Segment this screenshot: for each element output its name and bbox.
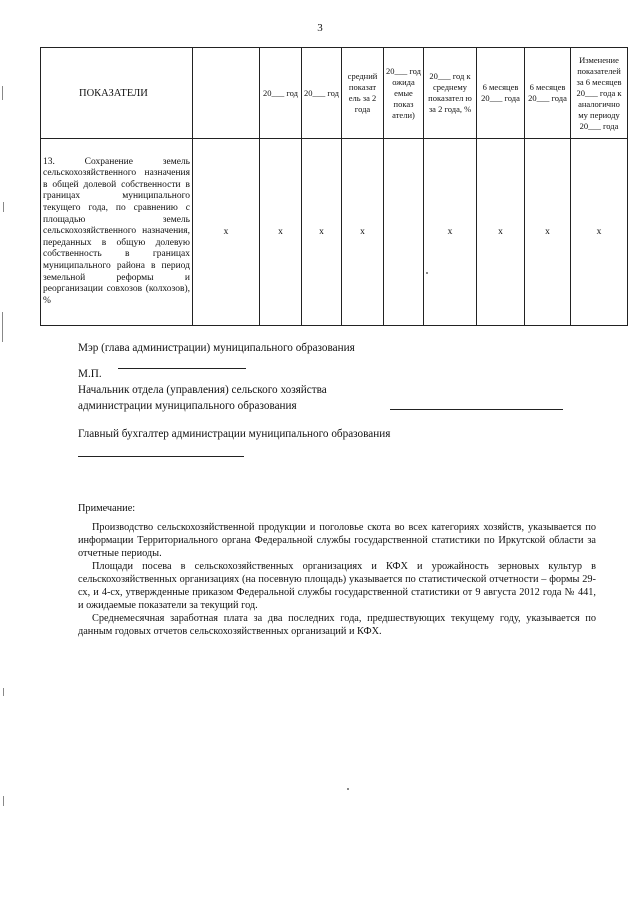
accountant-signature-line [78,456,244,457]
note-section [78,502,596,638]
row-value: x [260,139,302,326]
scan-mark [426,272,428,274]
scan-mark [3,796,4,806]
mayor-signature-label: Мэр (глава администрации) муниципального образования [78,342,355,354]
note-paragraph: Площади посева в сельскохозяйственных организациях и КФХ и урожайность зерновых культур в сельскохозяйственных организациях (на посевную площадь) указывается по статистической отчетности – формы 29-сх, и 4-сх, утвержденные приказом Федеральной службы государственной статистики от 9 августа 2012 года № 441, и ожидаемые показатели за текущий год. [78,561,596,611]
table-header-row [41,48,628,139]
header-year-2: 20___ год [302,48,342,139]
note-title: Примечание: [78,503,136,514]
note-paragraph: Среднемесячная заработная плата за два последних года, предшествующих текущему году, указывается по данным годовых отчетов сельскохозяйственных организаций и КФХ. [78,613,596,637]
scan-mark [3,202,4,212]
row-value: x [193,139,260,326]
header-expected-year: 20___ год ожида емые показ атели) [384,48,424,139]
header-change-six-months: Изменение показателей за 6 месяцев 20___ года к аналогично му периоду 20___ года [571,48,628,139]
note-paragraph: Производство сельскохозяйственной продукции и поголовье скота во всех категориях хозяйств, указывается по информации Территориального органа Федеральной службы государственной статистики по Иркутской области за отчетные периоды. [78,522,596,559]
header-year-vs-average: 20___ год к среднему показател ю за 2 года, % [424,48,477,139]
row-value: x [302,139,342,326]
scan-mark [2,86,3,100]
mayor-signature-line [118,368,246,369]
agri-head-label-line2: администрации муниципального образования [78,400,297,412]
agri-head-label: Начальник отдела (управления) сельского хозяйства [78,384,327,396]
agri-head-signature-line [390,409,563,410]
accountant-signature-label: Главный бухгалтер администрации муниципального образования [78,428,391,440]
header-six-months-1: 6 месяцев 20___ года [477,48,525,139]
indicators-table [40,47,628,326]
row-value: x [342,139,384,326]
table-row [41,139,628,326]
header-average-2-years: средний показат ель за 2 года [342,48,384,139]
row-value: x [525,139,571,326]
header-indicators: ПОКАЗАТЕЛИ [41,48,193,139]
page-number: 3 [317,22,323,34]
stamp-label: М.П. [78,368,102,380]
row-value [384,139,424,326]
header-six-months-2: 6 месяцев 20___ года [525,48,571,139]
scan-mark [347,788,349,790]
header-year-1: 20___ год [260,48,302,139]
row-value: x [424,139,477,326]
row-value: x [571,139,628,326]
row-value: x [477,139,525,326]
scan-mark [2,312,3,342]
row-indicator-text: 13. Сохранение земель сельскохозяйственного назначения в общей долевой собственности в границах муниципального текущего года, по сравнению с площадью земель сельскохозяйственного назначения, переданных в общую долевую собственность в границах муниципального района в период земельной реформы и реорганизации совхозов (колхозов), % [41,139,193,326]
header-blank [193,48,260,139]
scan-mark [3,688,4,696]
